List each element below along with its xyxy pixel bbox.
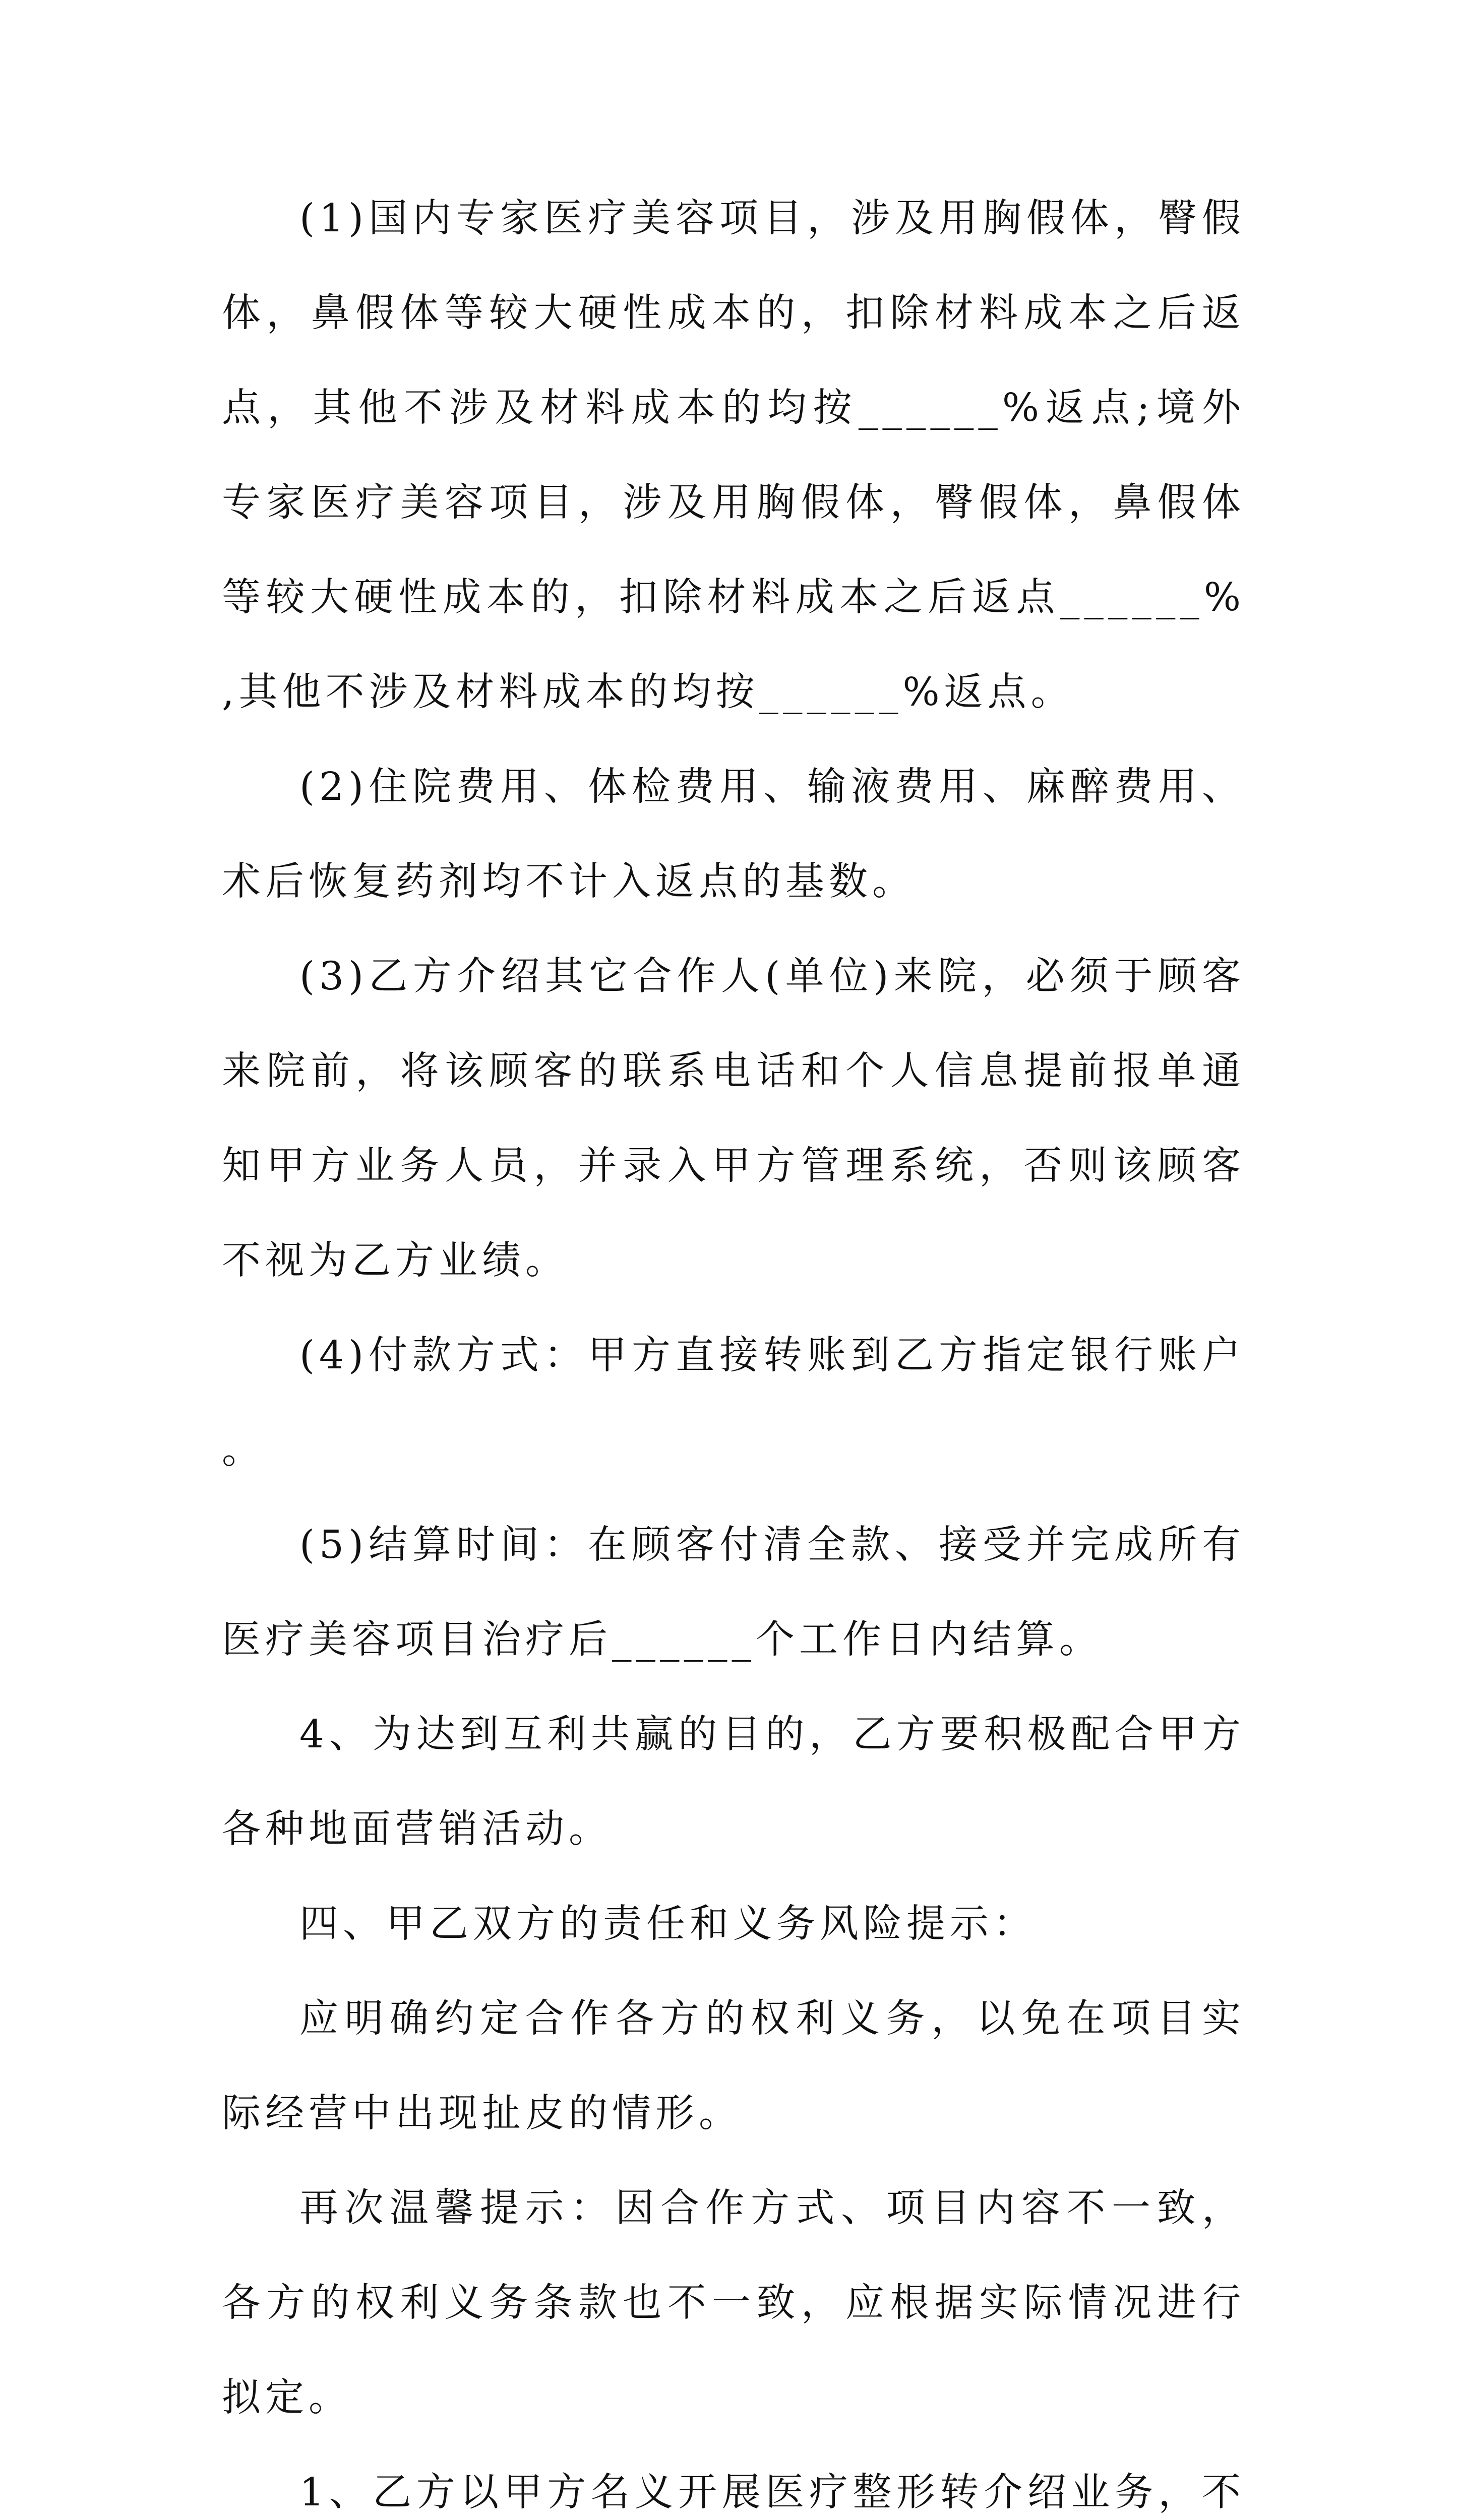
paragraph-item-1-3: (3)乙方介绍其它合作人(单位)来院，必须于顾客来院前，将该顾客的联系电话和个人信息提前报单通知甲方业务人员，并录入甲方管理系统，否则该顾客不视为乙方业绩。: [222, 954, 1245, 1283]
paragraph-item-1-1: (1)国内专家医疗美容项目，涉及用胸假体，臀假体，鼻假体等较大硬性成本的，扣除材料成本之后返点，其他不涉及材料成本的均按______%返点;境外专家医疗美容项目，涉及用胸假体，臀假体，鼻假体等较大硬性成本的，扣除材料成本之后返点______%,其他不涉及材料成本的均按______%返点。: [222, 196, 1245, 715]
paragraph-item-1-4: (4)付款方式：甲方直接转账到乙方指定银行账户。: [222, 1333, 1245, 1473]
paragraph-item-1-2: (2)住院费用、体检费用、输液费用、麻醉费用、术后恢复药剂均不计入返点的基数。: [222, 765, 1245, 904]
paragraph-risk-note: 应明确约定合作各方的权利义务，以免在项目实际经营中出现扯皮的情形。: [222, 1996, 1245, 2136]
heading-section-four: 四、甲乙双方的责任和义务风险提示：: [299, 1902, 1037, 1946]
paragraph-clause-1: 1、乙方以甲方名义开展医疗整形转介绍业务，不: [299, 2470, 1245, 2515]
paragraph-section-4: 4、为达到互利共赢的目的，乙方要积极配合甲方各种地面营销活动。: [222, 1712, 1245, 1852]
paragraph-reminder: 再次温馨提示：因合作方式、项目内容不一致，各方的权利义务条款也不一致，应根据实际情况进行拟定。: [222, 2186, 1245, 2420]
document-body: [222, 171, 1245, 2520]
paragraph-item-1-5: (5)结算时间：在顾客付清全款、接受并完成所有医疗美容项目治疗后______个工作日内结算。: [222, 1523, 1245, 1662]
